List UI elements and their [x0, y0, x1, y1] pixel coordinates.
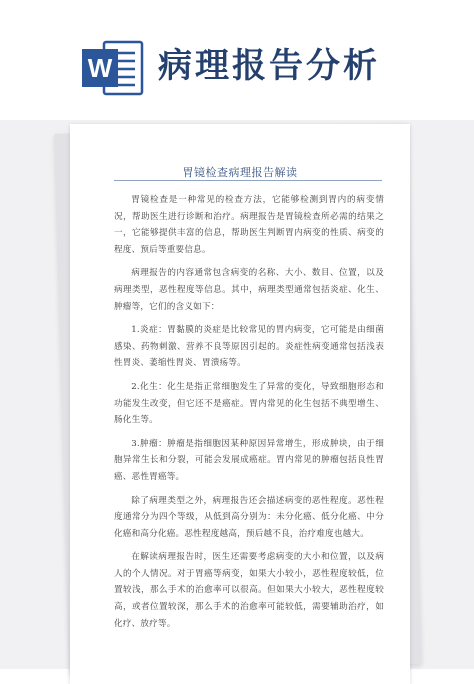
paragraph: 在解读病理报告时，医生还需要考虑病变的大小和位置，以及病人的个人情况。对于胃癌等病变，如果大小较小，恶性程度较低，位置较浅，那么手术的治愈率可以很高。但如果大小较大，恶性程度较高，或者位置较深，那么手术的治愈率可能较低，需要辅助治疗，如化疗、放疗等。 [114, 552, 384, 629]
document-body [114, 192, 384, 639]
paragraph: 除了病理类型之外，病理报告还会描述病变的恶性程度。恶性程度通常分为四个等级，从低到高分别为：未分化癌、低分化癌、中分化癌和高分化癌。恶性程度越高，预后越不良，治疗难度也越大。 [114, 495, 384, 539]
word-document-icon [80, 40, 144, 96]
document-title: 胃镜检查病理报告解读 [182, 166, 298, 179]
paragraph: 1.炎症：胃黏膜的炎症是比较常见的胃内病变，它可能是由细菌感染、药物刺激、营养不良等原因引起的。炎症性病变通常包括浅表性胃炎、萎缩性胃炎、胃溃疡等。 [114, 325, 384, 369]
page-header [0, 0, 474, 120]
paragraph: 胃镜检查是一种常见的检查方法，它能够检测到胃内的病变情况，帮助医生进行诊断和治疗。病理报告是胃镜检查所必需的结果之一，它能够提供丰富的信息，帮助医生判断胃内病变的性质、病变的程度、预后等重要信息。 [114, 195, 384, 255]
paragraph: 病理报告的内容通常包含病变的名称、大小、数目、位置，以及病理类型，恶性程度等信息。其中，病理类型通常包括炎症、化生、肿瘤等，它们的含义如下： [114, 268, 384, 312]
word-logo-letter: W [87, 53, 113, 83]
header-title: 病理报告分析 [158, 46, 380, 86]
title-divider [114, 180, 382, 181]
paragraph: 2.化生：化生是指正常细胞发生了异常的变化，导致细胞形态和功能发生改变，但它还不是癌症。胃内常见的化生包括不典型增生、肠化生等。 [114, 381, 384, 426]
paragraph: 3.肿瘤：肿瘤是指细胞因某种原因异常增生，形成肿块，由于细胞异常生长和分裂，可能会发展成癌症。胃内常见的肿瘤包括良性胃癌、恶性胃癌等。 [114, 438, 384, 482]
document-page [70, 124, 410, 684]
